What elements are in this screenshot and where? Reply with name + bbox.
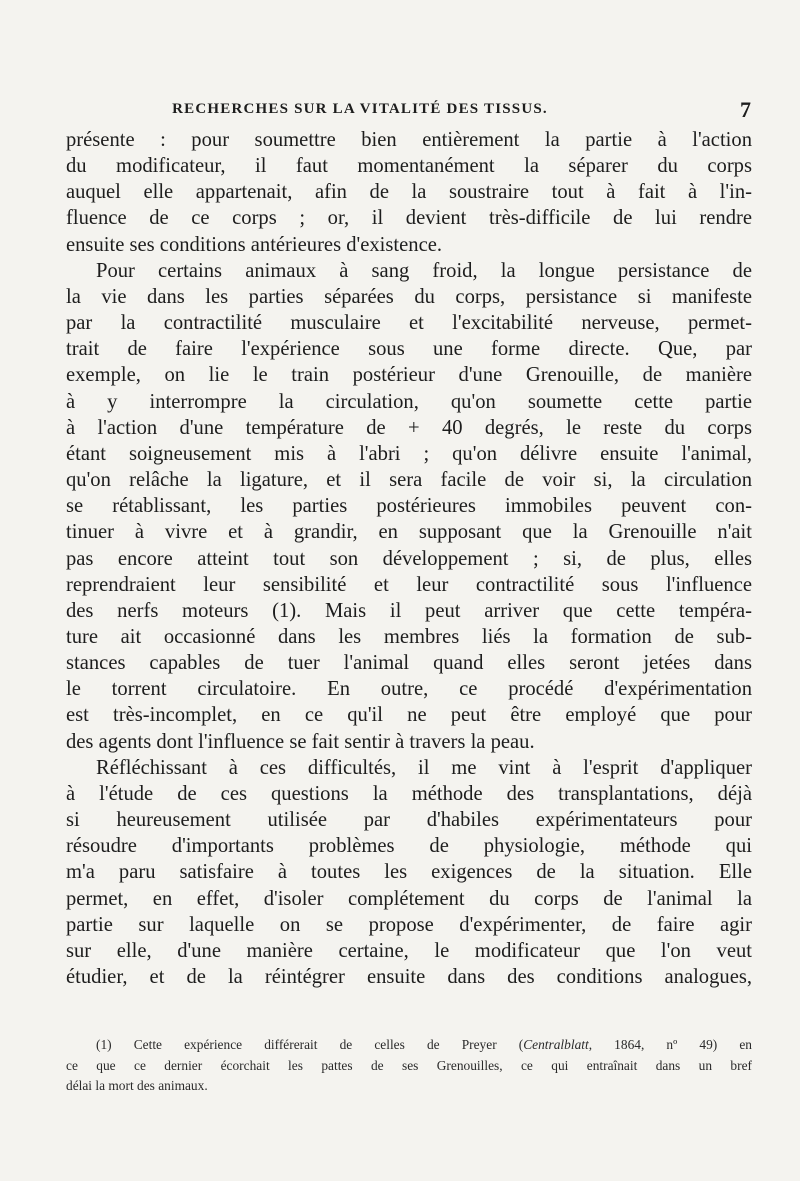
paragraph-3 bbox=[66, 755, 752, 990]
footnote-citation: Centralblatt bbox=[523, 1037, 589, 1052]
text-line: qu'on relâche la ligature, et il sera facile de voir si, la circulation bbox=[66, 469, 752, 492]
text-line: présente : pour soumettre bien entièrement la partie à l'action bbox=[66, 129, 752, 151]
text-line: le torrent circulatoire. En outre, ce procédé d'expérimentation bbox=[66, 678, 752, 701]
text-line: auquel elle appartenait, afin de la soustraire tout à fait à l'in- bbox=[66, 181, 752, 204]
text-line: tinuer à vivre et à grandir, en supposant que la Grenouille n'ait bbox=[66, 521, 752, 544]
text-line: permet, en effet, d'isoler complétement du corps de l'animal la bbox=[66, 887, 752, 910]
text-line: résoudre d'importants problèmes de physiologie, méthode qui bbox=[66, 835, 752, 858]
footnote-text: (1) Cette expérience différerait de celles de Preyer ( bbox=[96, 1037, 524, 1052]
text-line: par la contractilité musculaire et l'excitabilité nerveuse, permet- bbox=[66, 312, 752, 335]
text-line: à y interrompre la circulation, qu'on soumette cette partie bbox=[66, 390, 752, 413]
text-line: étudier, et de la réintégrer ensuite dans des conditions analogues, bbox=[66, 966, 752, 988]
paragraph-2 bbox=[66, 258, 752, 755]
text-line: m'a paru satisfaire à toutes les exigences de la situation. Elle bbox=[66, 861, 752, 884]
text-line: se rétablissant, les parties postérieures immobiles peuvent con- bbox=[66, 495, 752, 518]
text-line: des agents dont l'influence se fait sentir à travers la peau. bbox=[66, 730, 535, 753]
footnote-text: , 1864, nº 49) en bbox=[588, 1037, 752, 1052]
text-line: fluence de ce corps ; or, il devient très-difficile de lui rendre bbox=[66, 207, 752, 230]
text-line: à l'étude de ces questions la méthode des transplantations, déjà bbox=[66, 782, 752, 805]
text-line: reprendraient leur sensibilité et leur contractilité sous l'influence bbox=[66, 573, 752, 596]
text-line: est très-incomplet, en ce qu'il ne peut être employé que pour bbox=[66, 704, 752, 727]
text-line: ensuite ses conditions antérieures d'existence. bbox=[66, 233, 442, 256]
text-line: sur elle, d'une manière certaine, le modificateur que l'on veut bbox=[66, 939, 752, 962]
text-line: stances capables de tuer l'animal quand elles seront jetées dans bbox=[66, 652, 752, 675]
text-line: Pour certains animaux à sang froid, la longue persistance de bbox=[96, 259, 752, 282]
text-line: exemple, on lie le train postérieur d'une Grenouille, de manière bbox=[66, 364, 752, 387]
text-line: étant soigneusement mis à l'abri ; qu'on délivre ensuite l'animal, bbox=[66, 442, 752, 465]
text-line: ture ait occasionné dans les membres liés la formation de sub- bbox=[66, 625, 752, 648]
text-line: pas encore atteint tout son développement ; si, de plus, elles bbox=[66, 547, 752, 570]
main-text bbox=[66, 127, 752, 990]
footnote-line: délai la mort des animaux. bbox=[66, 1078, 208, 1093]
running-header: RECHERCHES SUR LA VITALITÉ DES TISSUS. bbox=[172, 101, 548, 117]
footnote-line bbox=[66, 1035, 752, 1056]
footnote-line: ce que ce dernier écorchait les pattes de ses Grenouilles, ce qui entraînait dans un bref bbox=[66, 1057, 752, 1073]
text-line: Réfléchissant à ces difficultés, il me vint à l'esprit d'appliquer bbox=[96, 756, 752, 779]
text-line: à l'action d'une température de + 40 degrés, le reste du corps bbox=[66, 416, 752, 439]
text-line: si heureusement utilisée par d'habiles expérimentateurs pour bbox=[66, 809, 752, 832]
footnote bbox=[66, 1035, 752, 1097]
text-line: la vie dans les parties séparées du corps, persistance si manifeste bbox=[66, 285, 752, 308]
paragraph-1 bbox=[66, 127, 752, 258]
text-line: partie sur laquelle on se propose d'expérimenter, de faire agir bbox=[66, 913, 752, 936]
text-line: du modificateur, il faut momentanément la séparer du corps bbox=[66, 155, 752, 178]
text-line: des nerfs moteurs (1). Mais il peut arriver que cette tempéra- bbox=[66, 599, 752, 622]
page-number: 7 bbox=[740, 97, 751, 122]
text-line: trait de faire l'expérience sous une forme directe. Que, par bbox=[66, 338, 752, 361]
